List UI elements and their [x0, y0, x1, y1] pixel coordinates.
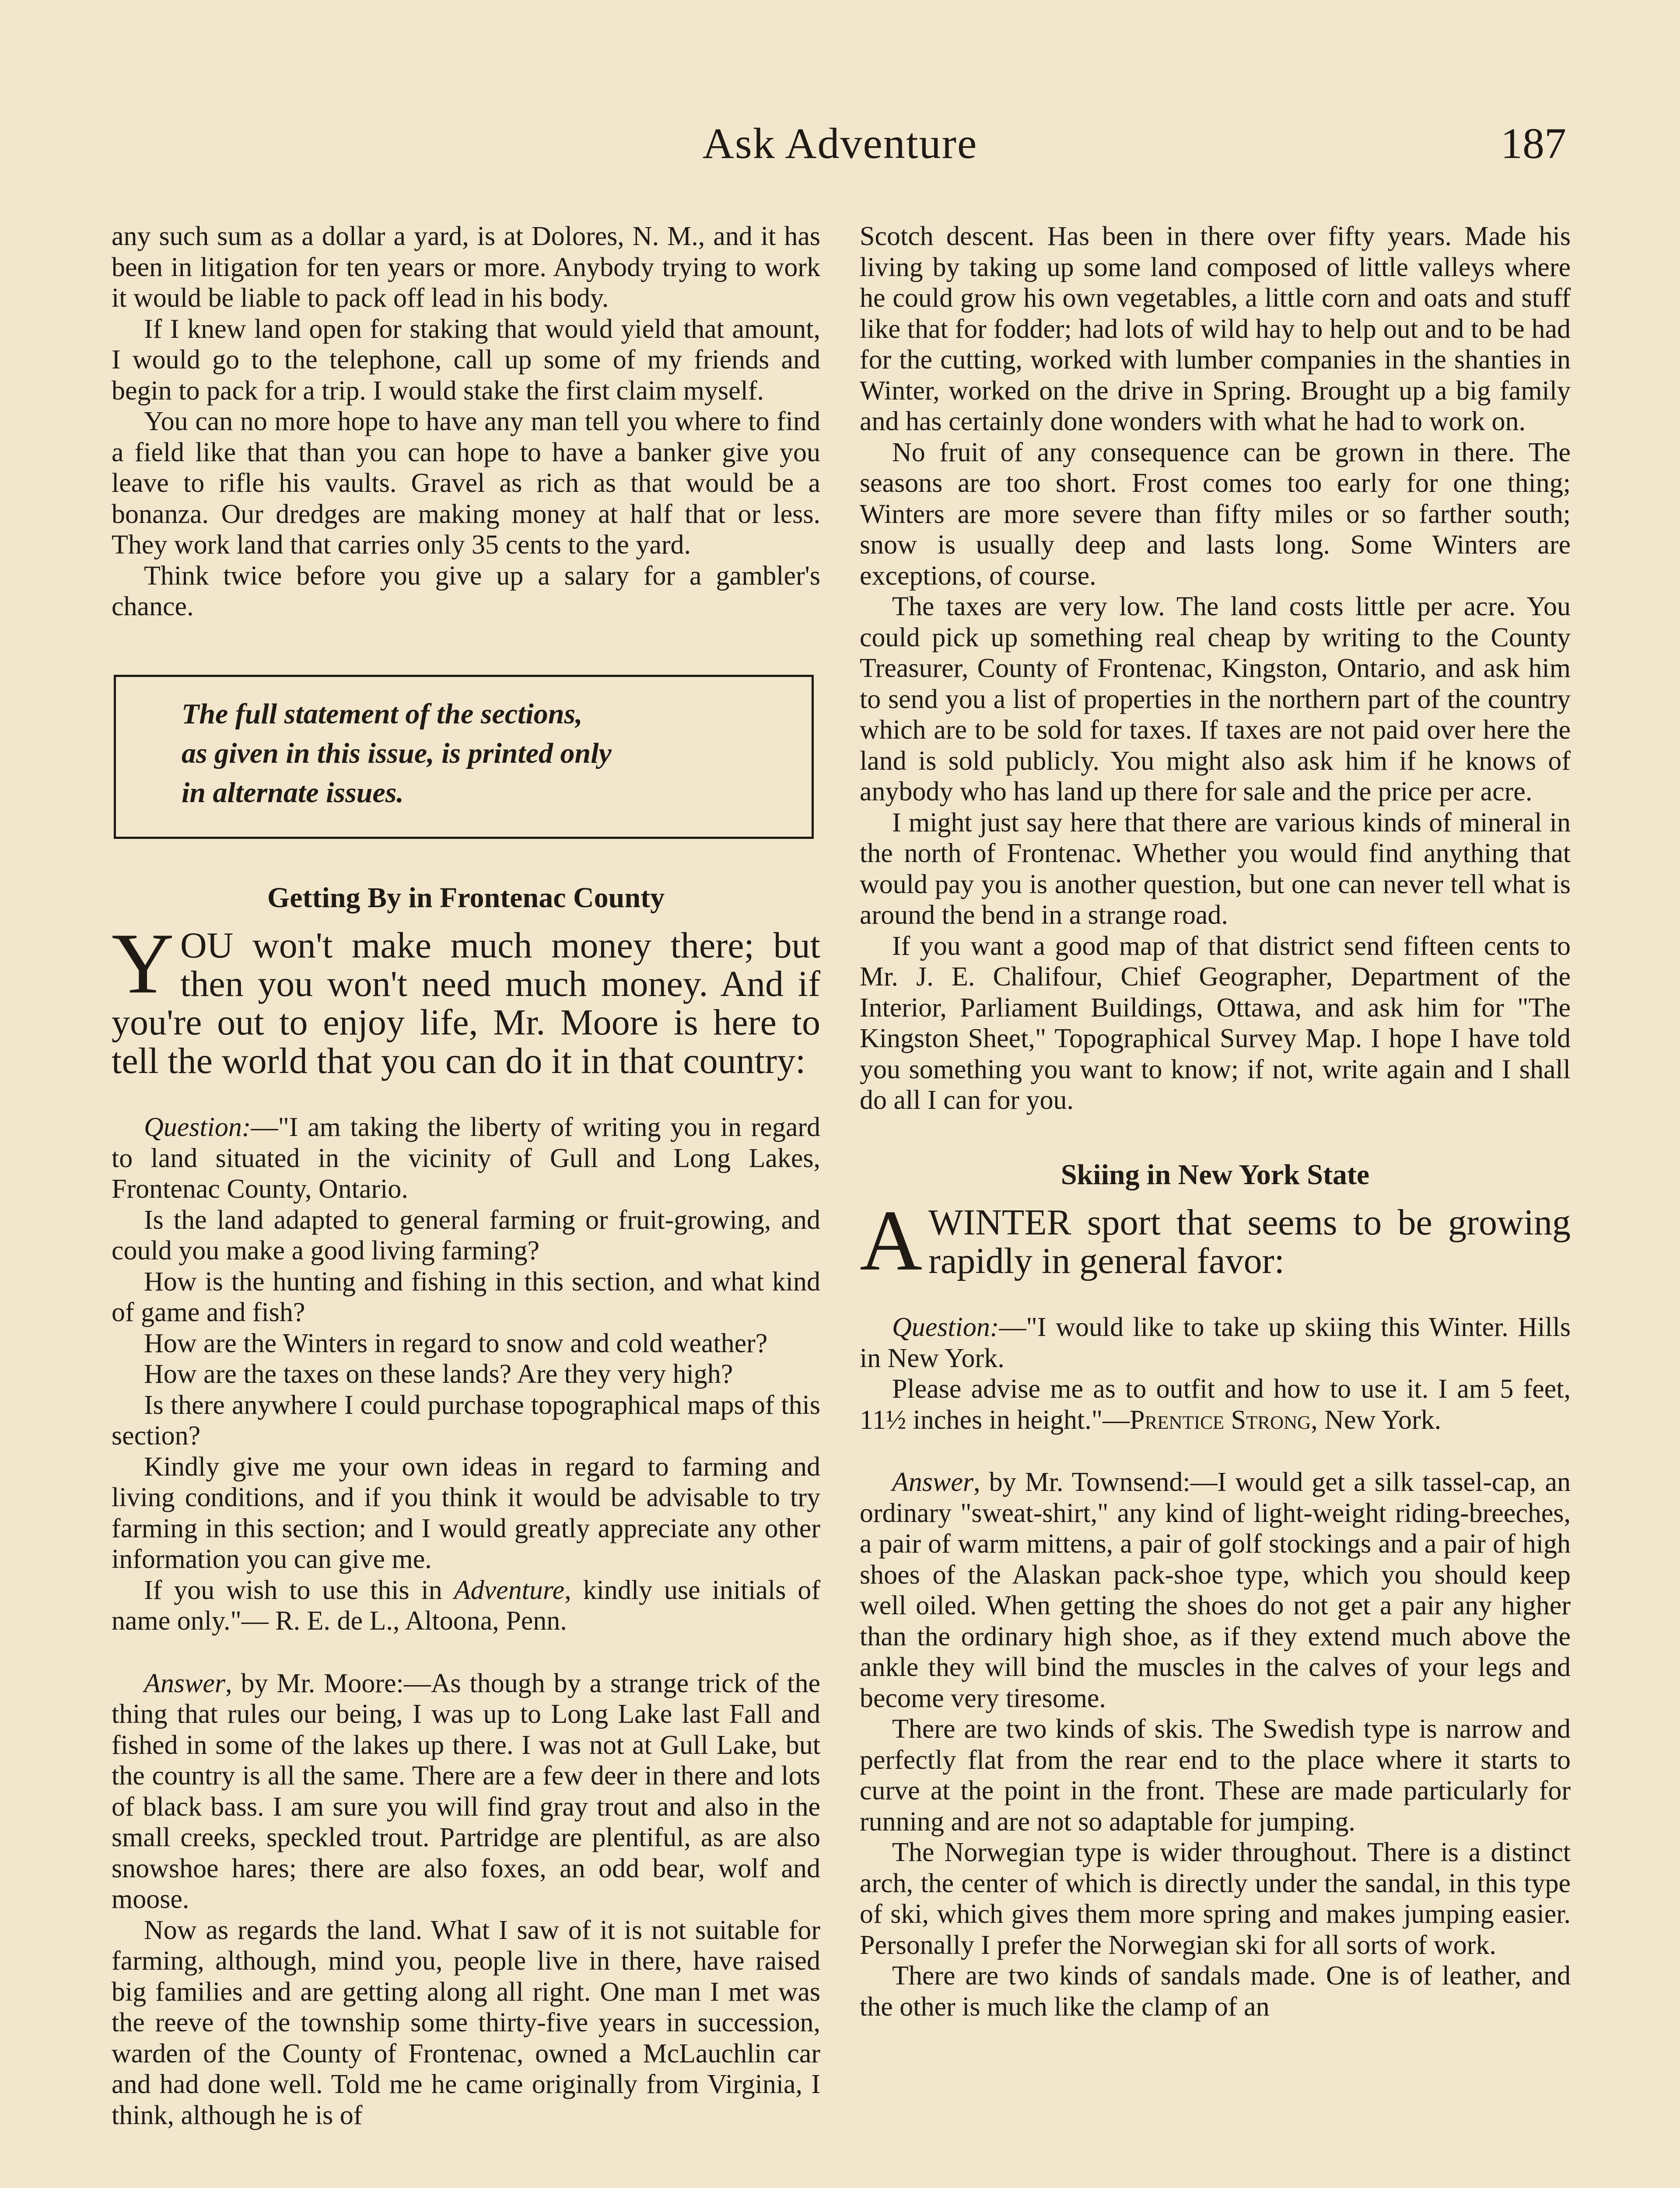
- notice-line: The full statement of the sections,: [182, 698, 583, 730]
- lead-text: OU won't make much money there; but then you won't need much money. And if you're out to enjoy life, Mr. Moore is here to tell the world that you can do it in that country:: [112, 925, 820, 1081]
- answer-paragraph: The Norwegian type is wider throughout. There is a distinct arch, the center of which is directly under the sandal, in this type of ski, which gives them more spring and makes jumping easier. Personally I prefer the Norwegian ski for all sorts of work.: [860, 1837, 1571, 1960]
- body-paragraph: If you want a good map of that district send fifteen cents to Mr. J. E. Chalifour, Chief Geographer, Department of the Interior, Parliament Buildings, Ottawa, and ask him for "The Kingston Sheet," Topographical Survey Map. I hope I have told you something you want to know; if not, write again and I shall do all I can for you.: [860, 931, 1571, 1115]
- question-text: —"I would like to take up skiing this Winter. Hills in New York.: [860, 1312, 1571, 1373]
- question-paragraph: Kindly give me your own ideas in regard to farming and living conditions, and if you think it would be advisable to try farming in this section; and I would greatly appreciate any other information you can give me.: [112, 1452, 820, 1574]
- magazine-name: Adventure: [454, 1575, 565, 1605]
- question-paragraph: [860, 1312, 1571, 1374]
- question-signature: , kindly use initials of name only."— R. E. de L., Altoona, Penn.: [112, 1575, 820, 1636]
- question-text: —"I am taking the liberty of writing you in regard to land situated in the vicinity of Gull and Long Lakes, Frontenac County, Ontario.: [112, 1112, 820, 1204]
- question-paragraph: [112, 1575, 820, 1637]
- body-paragraph: If I knew land open for staking that would yield that amount, I would go to the telephone, call up some of my friends and begin to pack for a trip. I would stake the first claim myself.: [112, 314, 820, 406]
- lead-text: WINTER sport that seems to be growing rapidly in general favor:: [928, 1202, 1571, 1281]
- body-paragraph: You can no more hope to have any man tell you where to find a field like that than you can hope to have a banker give you leave to rifle his vaults. Gravel as rich as that would be a bonanza. Our dredges are making money at half that or less. They work land that carries only 35 cents to the yard.: [112, 407, 820, 560]
- drop-cap: A: [860, 1192, 922, 1288]
- body-paragraph: I might just say here that there are various kinds of mineral in the north of Frontenac. Whether you would find anything that would pay you is another question, but one can never tell what is around the bend in a strange road.: [860, 807, 1571, 930]
- question-label: Question:: [892, 1312, 999, 1342]
- answer-text: , by Mr. Townsend:—I would get a silk tassel-cap, an ordinary "sweat-shirt," any kind of light-weight riding-breeches, a pair of warm mittens, a pair of golf stockings and a pair of high shoes of the Alaskan pack-shoe type, which you should keep well oiled. When getting the shoes do not get a pair any higher than the ordinary high shoe, as if they extend much above the ankle they will bind the muscles in the calves of your legs and become very tiresome.: [860, 1467, 1571, 1713]
- question-signature-name: Prentice Strong: [1130, 1405, 1311, 1435]
- drop-cap: Y: [112, 915, 174, 1011]
- notice-line: in alternate issues.: [182, 776, 404, 809]
- body-paragraph: any such sum as a dollar a yard, is at Dolores, N. M., and it has been in litigation for ten years or more. Anybody trying to work it would be liable to pack off lead in his body.: [112, 221, 820, 313]
- answer-paragraph: Now as regards the land. What I saw of it is not suitable for farming, although, mind you, people live in there, have raised big families and are getting along all right. One man I met was the reeve of the township some thirty-five years in succession, warden of the County of Frontenac, owned a McLauchlin car and had done well. Told me he came originally from Virginia, I think, although he is of: [112, 1915, 820, 2130]
- question-text: If you wish to use this in: [144, 1575, 454, 1605]
- question-paragraph: How is the hunting and fishing in this section, and what kind of game and fish?: [112, 1266, 820, 1327]
- notice-line: as given in this issue, is printed only: [182, 737, 612, 769]
- answer-paragraph: [112, 1668, 820, 1915]
- right-column: [860, 221, 1571, 2022]
- question-paragraph: [860, 1374, 1571, 1435]
- question-paragraph: Is there anywhere I could purchase topographical maps of this section?: [112, 1390, 820, 1451]
- body-paragraph: Think twice before you give up a salary for a gambler's chance.: [112, 561, 820, 621]
- body-paragraph: The taxes are very low. The land costs little per acre. You could pick up something real cheap by writing to the County Treasurer, County of Frontenac, Kingston, Ontario, and ask him to send you a list of properties in the northern part of the country which are to be sold for taxes. If taxes are not paid over here the land is sold publicly. You might also ask him if he knows of anybody who has land up there for sale and the price per acre.: [860, 592, 1571, 806]
- question-label: Question:: [144, 1112, 251, 1142]
- body-paragraph: Scotch descent. Has been in there over fifty years. Made his living by taking up some land composed of little valleys where he could grow his own vegetables, a little corn and oats and stuff like that for fodder; had lots of wild hay to help out and to be had for the cutting, worked with lumber companies in the shanties in Winter, worked on the drive in Spring. Brought up a big family and has certainly done wonders with what he had to work on.: [860, 221, 1571, 436]
- body-paragraph: No fruit of any consequence can be grown in there. The seasons are too short. Frost comes too early for one thing; Winters are more severe than fifty miles or so farther south; snow is usually deep and lasts long. Some Winters are exceptions, of course.: [860, 437, 1571, 591]
- section-lead: [860, 1192, 1571, 1288]
- answer-label: Answer: [892, 1467, 973, 1497]
- answer-paragraph: There are two kinds of sandals made. One is of leather, and the other is much like the clamp of an: [860, 1961, 1571, 2022]
- section-title: Skiing in New York State: [1060, 1158, 1370, 1191]
- page-number: 187: [1501, 119, 1566, 168]
- answer-paragraph: There are two kinds of skis. The Swedish type is narrow and perfectly flat from the rear end to the place where it starts to curve at the point in the front. These are made particularly for running and are not so adaptable for jumping.: [860, 1714, 1571, 1837]
- answer-text: , by Mr. Moore:—As though by a strange trick of the thing that rules our being, I was up to Long Lake last Fall and fished in some of the lakes up there. I was not at Gull Lake, but the country is all the same. There are a few deer in there and lots of black bass. I am sure you will find gray trout and also in the small creeks, speckled trout. Partridge are plentiful, as are also snowshoe hares; there are also foxes, an odd bear, wolf and moose.: [112, 1668, 820, 1914]
- answer-paragraph: [860, 1467, 1571, 1714]
- question-paragraph: How are the taxes on these lands? Are they very high?: [144, 1359, 733, 1389]
- section-title: Getting By in Frontenac County: [267, 881, 665, 914]
- running-header-title: Ask Adventure: [702, 119, 978, 168]
- question-paragraph: How are the Winters in regard to snow and cold weather?: [144, 1328, 768, 1358]
- answer-label: Answer: [144, 1668, 225, 1698]
- left-column: [112, 221, 820, 2131]
- section-lead: [112, 915, 820, 1081]
- question-signature-place: , New York.: [1311, 1405, 1442, 1435]
- question-paragraph: [112, 1112, 820, 1205]
- question-text: Please advise me as to outfit and how to use it. I am 5 feet, 11½ inches in height."—: [860, 1374, 1571, 1435]
- notice-box: [114, 675, 814, 839]
- question-paragraph: Is the land adapted to general farming or fruit-growing, and could you make a good living farming?: [112, 1205, 820, 1266]
